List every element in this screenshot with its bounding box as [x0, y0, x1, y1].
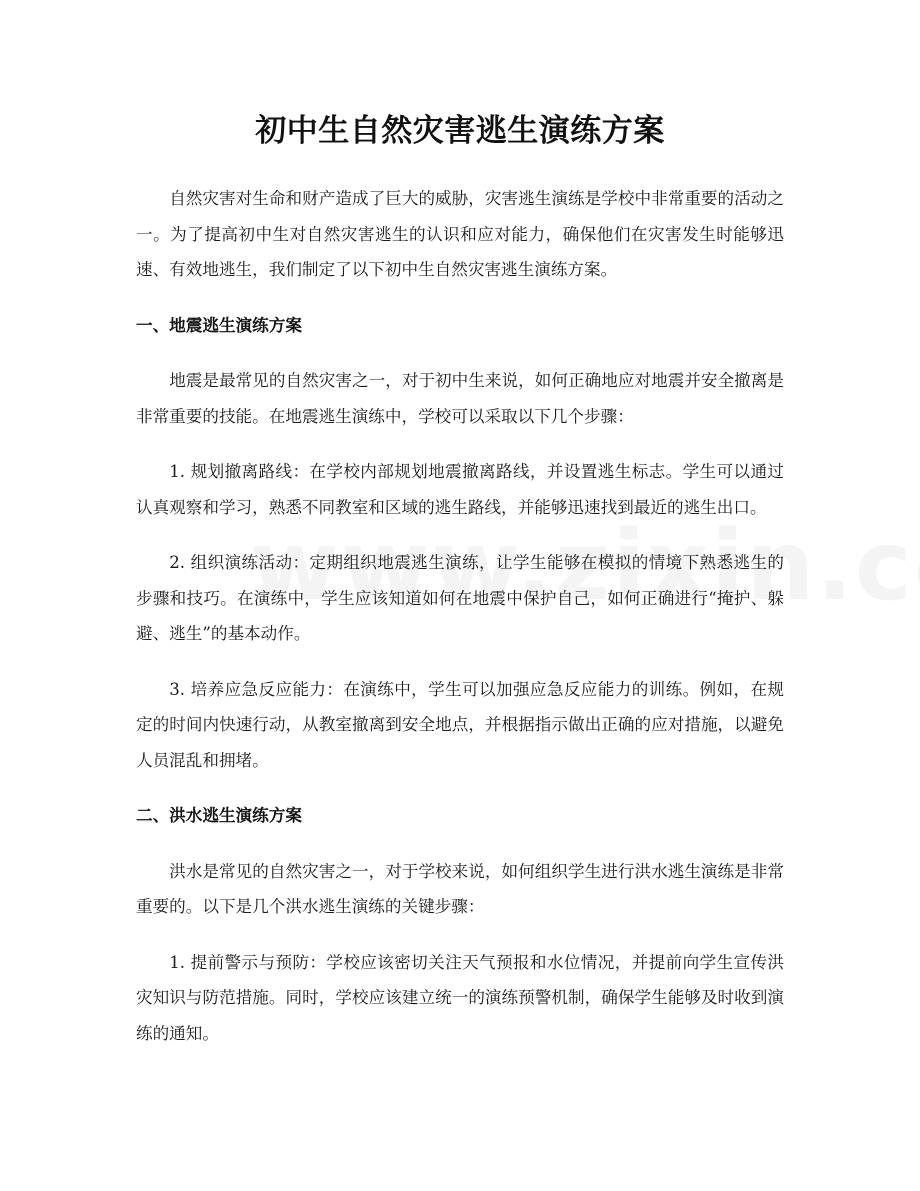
earthquake-step-1: 1. 规划撤离路线：在学校内部规划地震撤离路线，并设置逃生标志。学生可以通过认真观察和学习，熟悉不同教室和区域的逃生路线，并能够迅速找到最近的逃生出口。 [136, 462, 784, 517]
intro-paragraph: 自然灾害对生命和财产造成了巨大的威胁，灾害逃生演练是学校中非常重要的活动之一。为了提高初中生对自然灾害逃生的认识和应对能力，确保他们在灾害发生时能够迅速、有效地逃生，我们制定了以下初中生自然灾害逃生演练方案。 [136, 189, 784, 279]
earthquake-step-3: 3. 培养应急反应能力：在演练中，学生可以加强应急反应能力的训练。例如，在规定的时间内快速行动，从教室撤离到安全地点，并根据指示做出正确的应对措施，以避免人员混乱和拥堵。 [136, 679, 784, 770]
section-heading-flood: 二、洪水逃生演练方案 [136, 806, 302, 825]
flood-intro-paragraph: 洪水是常见的自然灾害之一，对于学校来说，如何组织学生进行洪水逃生演练是非常重要的。以下是几个洪水逃生演练的关键步骤： [136, 861, 784, 916]
flood-step-1: 1. 提前警示与预防：学校应该密切关注天气预报和水位情况，并提前向学生宣传洪灾知识与防范措施。同时，学校应该建立统一的演练预警机制，确保学生能够及时收到演练的通知。 [136, 952, 784, 1043]
section-heading-earthquake: 一、地震逃生演练方案 [136, 315, 302, 335]
document-title: 初中生自然灾害逃生演练方案 [255, 113, 665, 149]
earthquake-intro-paragraph: 地震是最常见的自然灾害之一，对于初中生来说，如何正确地应对地震并安全撤离是非常重要的技能。在地震逃生演练中，学校可以采取以下几个步骤： [136, 371, 784, 426]
document-body [136, 181, 784, 1071]
earthquake-step-2: 2. 组织演练活动：定期组织地震逃生演练，让学生能够在模拟的情境下熟悉逃生的步骤和技巧。在演练中，学生应该知道如何在地震中保护自己，如何正确进行“掩护、躲避、逃生”的基本动作。 [136, 553, 784, 643]
